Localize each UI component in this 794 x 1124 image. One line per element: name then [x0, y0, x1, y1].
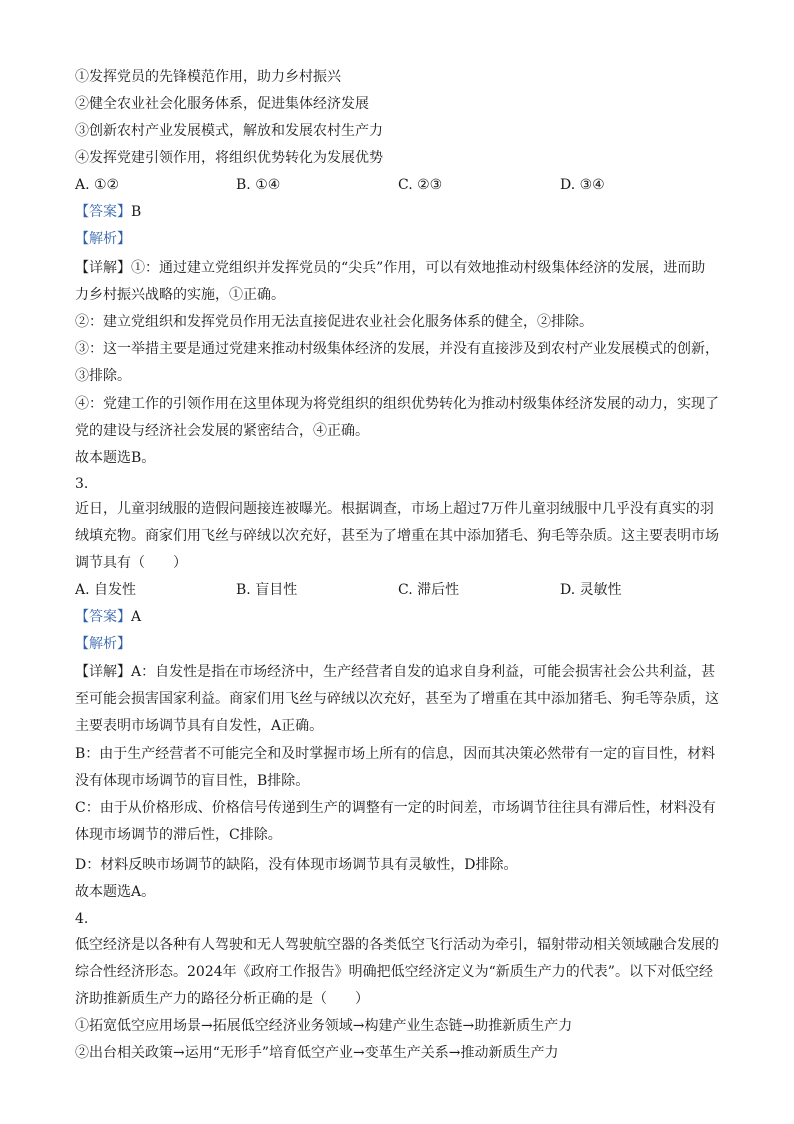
q3-option-d: D. 灵敏性 [560, 582, 622, 598]
detail-text: D：材料反映市场调节的缺陷，没有体现市场调节具有灵敏性，D排除。 [75, 857, 518, 873]
statement-2: ②出台相关政策→运用“无形手”培育低空产业→变革生产关系→推动新质生产力 [75, 1045, 559, 1061]
question-number: 3. [75, 476, 89, 492]
q2-option-a: A. ①② [75, 177, 120, 193]
q2-option-d: D. ③④ [560, 177, 605, 193]
question-stem: 近日，儿童羽绒服的造假问题接连被曝光。根据调查，市场上超过7万件儿童羽绒服中几乎没有真实的羽 [75, 501, 714, 517]
detail-text: ③：这一举措主要是通过党建来推动村级集体经济的发展，并没有直接涉及到农村产业发展模式的创新， [75, 341, 719, 357]
detail-text: 没有体现市场调节的盲目性，B排除。 [75, 773, 310, 789]
analysis-tag: 【解析】 [75, 231, 131, 247]
detail-text: ①：通过建立党组织并发挥党员的“尖兵”作用，可以有效地推动村级集体经济的发展，进而助 [131, 260, 706, 276]
answer-tag: 【答案】 [75, 609, 131, 625]
detail-text: ④：党建工作的引领作用在这里体现为将党组织的组织优势转化为推动村级集体经济发展的动力，实现了 [75, 396, 719, 412]
question-stem: 综合性经济形态。2024年《政府工作报告》明确把低空经济定义为“新质生产力的代表”。以下对低空经 [75, 964, 713, 980]
q3-option-b: B. 盲目性 [236, 582, 298, 598]
detail-tag: 【详解】 [75, 260, 131, 276]
question-stem: 低空经济是以各种有人驾驶和无人驾驶航空器的各类低空飞行活动为牵引，辐射带动相关领域融合发展的 [75, 937, 719, 953]
detail-tag: 【详解】 [75, 664, 131, 680]
answer-value: A [131, 609, 142, 625]
detail-text: C：由于从价格形成、价格信号传递到生产的调整有一定的时间差，市场调节往往具有滞后性，材料没有 [75, 800, 716, 816]
statement-2: ②健全农业社会化服务体系，促进集体经济发展 [75, 96, 369, 112]
q3-detail-line [75, 663, 715, 681]
q2-detail-line [75, 259, 705, 277]
q3-answer-line [75, 608, 141, 626]
statement-3: ③创新农村产业发展模式，解放和发展农村生产力 [75, 123, 383, 139]
detail-text: B：由于生产经营者不可能完全和及时掌握市场上所有的信息，因而其决策必然带有一定的盲目性，材料 [75, 746, 716, 762]
detail-text: 至可能会损害国家利益。商家们用飞丝与碎绒以次充好，甚至为了增重在其中添加猪毛、狗毛等杂质，这 [75, 691, 719, 707]
question-number: 4. [75, 911, 89, 927]
answer-tag: 【答案】 [75, 204, 131, 220]
q3-option-c: C. 滞后性 [398, 582, 460, 598]
detail-text: 党的建设与经济社会发展的紧密结合，④正确。 [75, 423, 369, 439]
statement-1: ①发挥党员的先锋模范作用，助力乡村振兴 [75, 69, 341, 85]
q2-option-c: C. ②③ [398, 177, 443, 193]
detail-text: 主要表明市场调节具有自发性，A正确。 [75, 718, 324, 734]
detail-text: ③排除。 [75, 368, 131, 384]
question-stem: 调节具有（ ） [75, 555, 187, 571]
detail-text: 体现市场调节的滞后性，C排除。 [75, 827, 282, 843]
statement-1: ①拓宽低空应用场景→拓展低空经济业务领域→构建产业生态链→助推新质生产力 [75, 1018, 573, 1034]
q2-option-b: B. ①④ [236, 177, 281, 193]
detail-text: ②：建立党组织和发挥党员作用无法直接促进农业社会化服务体系的健全，②排除。 [75, 314, 593, 330]
conclusion-text: 故本题选B。 [75, 450, 156, 466]
detail-text: A：自发性是指在市场经济中，生产经营者自发的追求自身利益，可能会损害社会公共利益，甚 [131, 664, 716, 680]
answer-value: B [131, 204, 142, 220]
q2-answer-line [75, 203, 141, 221]
q3-option-a: A. 自发性 [75, 582, 137, 598]
question-stem: 绒填充物。商家们用飞丝与碎绒以次充好，甚至为了增重在其中添加猪毛、狗毛等杂质。这主要表明市场 [75, 528, 719, 544]
statement-4: ④发挥党建引领作用，将组织优势转化为发展优势 [75, 150, 383, 166]
conclusion-text: 故本题选A。 [75, 884, 156, 900]
analysis-tag: 【解析】 [75, 636, 131, 652]
detail-text: 力乡村振兴战略的实施，①正确。 [75, 287, 285, 303]
question-stem: 济助推新质生产力的路径分析正确的是（ ） [75, 991, 369, 1007]
